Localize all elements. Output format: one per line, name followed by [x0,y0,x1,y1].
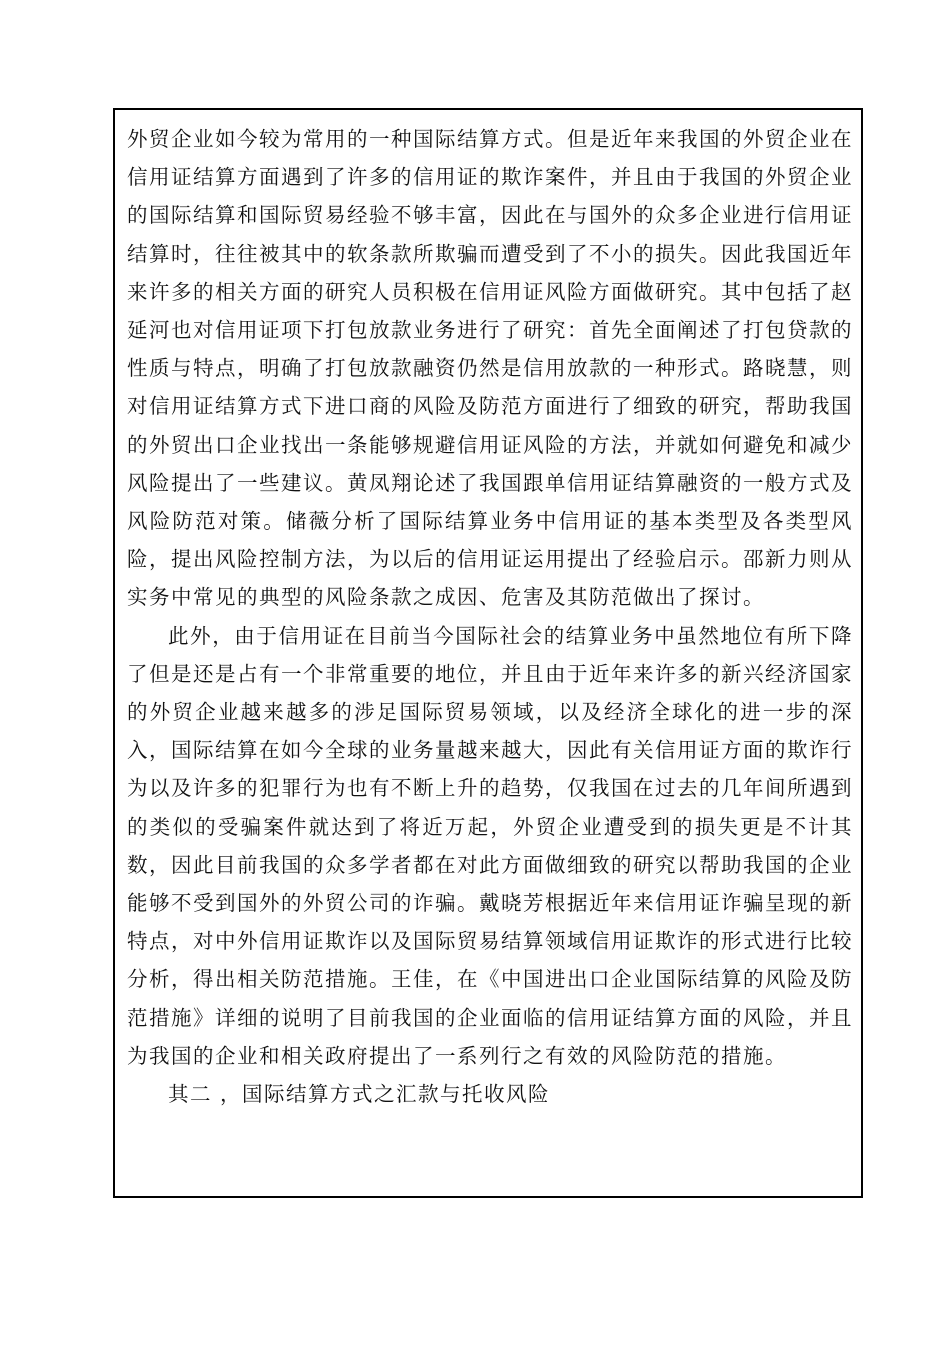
section-heading-remittance-collection: 其二 ，国际结算方式之汇款与托收风险 [168,1082,551,1107]
paragraph-fraud-trend: 此外，由于信用证在目前当今国际社会的结算业务中虽然地位有所下降了但是还是占有一个非常重要的地位，并且由于近年来许多的新兴经济国家的外贸企业越来越多的涉足国际贸易领域，以及经济全球化的进一步的深入，国际结算在如今全球的业务量越来越大，因此有关信用证方面的欺诈行为以及许多的犯罪行为也有不断上升的趋势，仅我国在过去的几年间所遇到的类似的受骗案件就达到了将近万起，外贸企业遭受到的损失更是不计其数，因此目前我国的众多学者都在对此方面做细致的研究以帮助我国的企业能够不受到国外的外贸公司的诈骗。戴晓芳根据近年来信用证诈骗呈现的新特点，对中外信用证欺诈以及国际贸易结算领域信用证欺诈的形式进行比较分析，得出相关防范措施。王佳，在《中国进出口企业国际结算的风险及防范措施》详细的说明了目前我国的企业面临的信用证结算方面的风险，并且为我国的企业和相关政府提出了一系列行之有效的风险防范的措施。 [127,623,853,1068]
paragraph-literature-review: 外贸企业如今较为常用的一种国际结算方式。但是近年来我国的外贸企业在信用证结算方面遇到了许多的信用证的欺诈案件，并且由于我国的外贸企业的国际结算和国际贸易经验不够丰富，因此在与国外的众多企业进行信用证结算时，往往被其中的软条款所欺骗而遭受到了不小的损失。因此我国近年来许多的相关方面的研究人员积极在信用证风险方面做研究。其中包括了赵延河也对信用证项下打包放款业务进行了研究：首先全面阐述了打包贷款的性质与特点，明确了打包放款融资仍然是信用放款的一种形式。路晓慧，则对信用证结算方式下进口商的风险及防范方面进行了细致的研究，帮助我国的外贸出口企业找出一条能够规避信用证风险的方法，并就如何避免和减少风险提出了一些建议。黄凤翔论述了我国跟单信用证结算融资的一般方式及风险防范对策。储薇分析了国际结算业务中信用证的基本类型及各类型风险，提出风险控制方法，为以后的信用证运用提出了经验启示。邵新力则从实务中常见的典型的风险条款之成因、危害及其防范做出了探讨。 [127,127,853,610]
document-frame [113,108,863,1198]
